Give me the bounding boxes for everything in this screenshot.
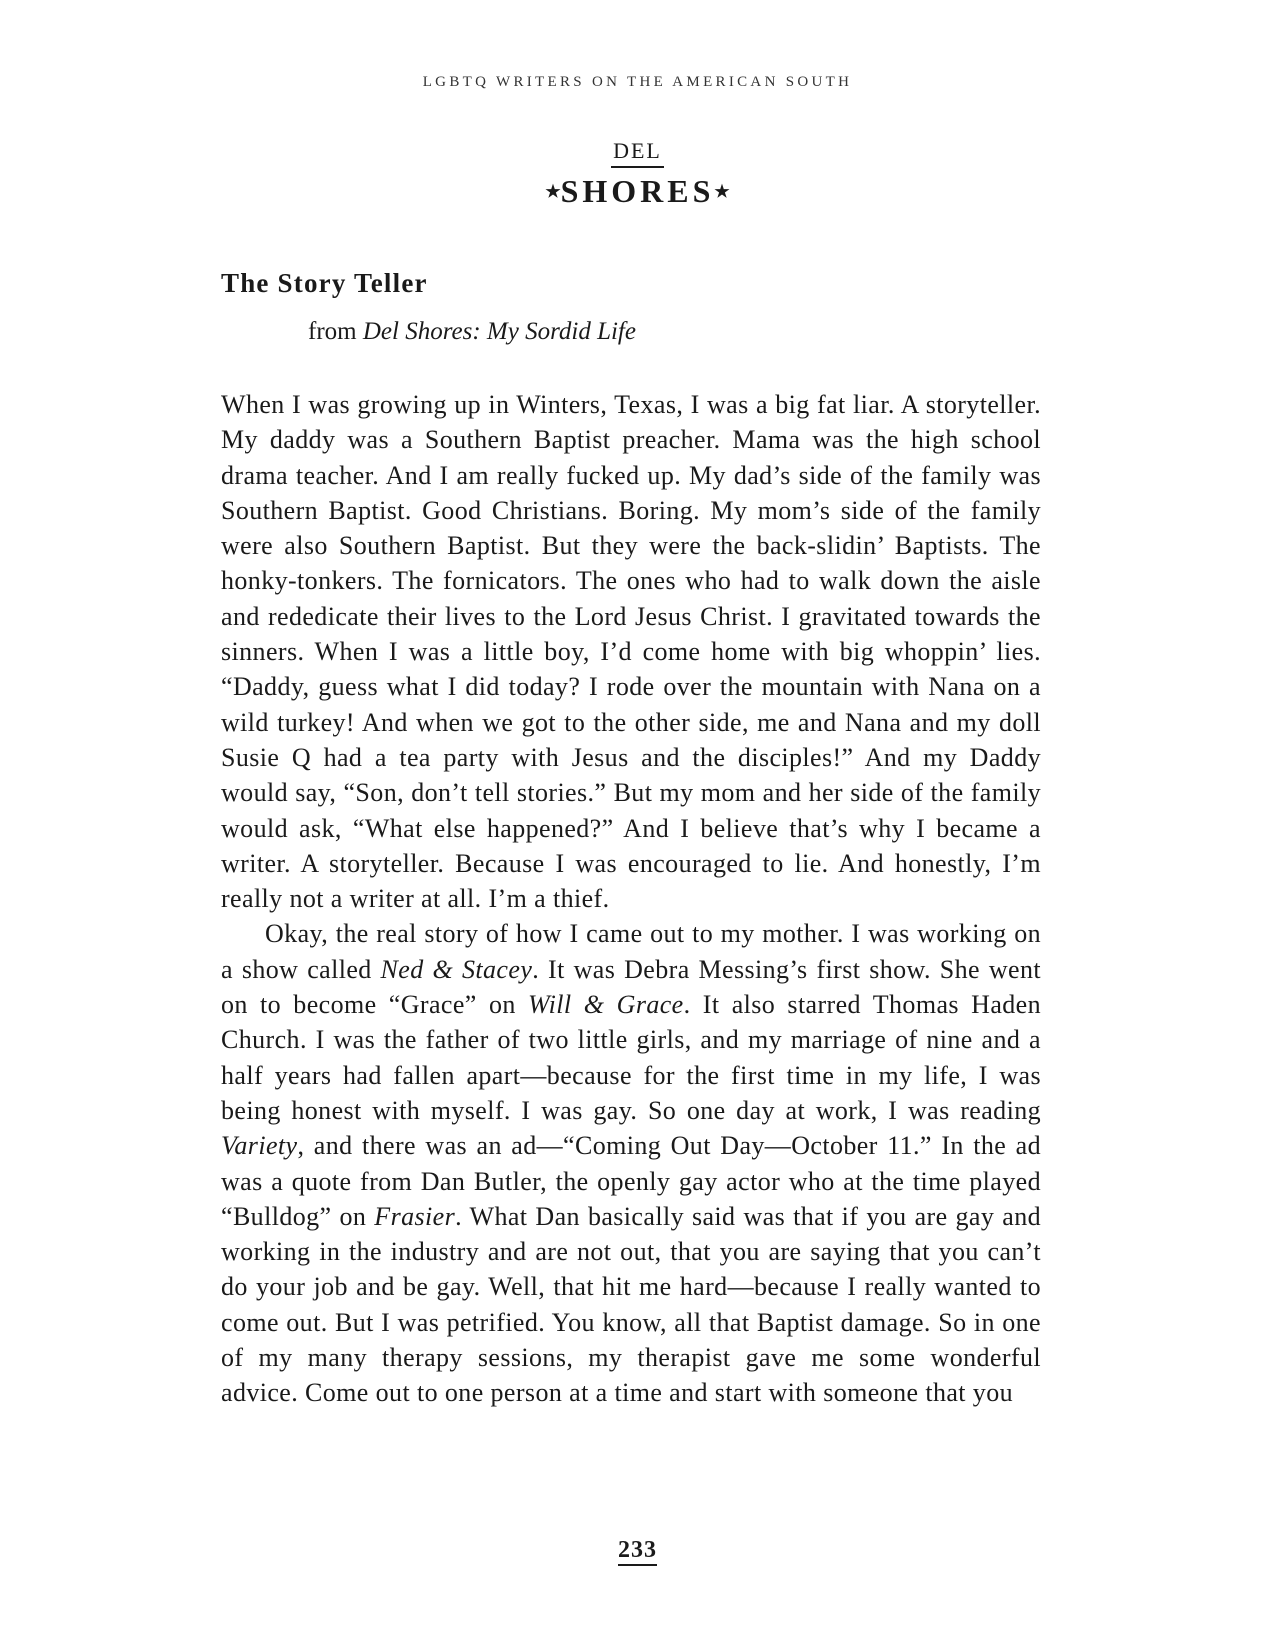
source-book-title: Del Shores: My Sordid Life xyxy=(362,318,636,345)
author-first-name: DEL xyxy=(611,138,664,168)
text-run: Okay, the real story of how I came out to my mother. I was working on a show called xyxy=(221,919,1041,984)
text-run: . What Dan basically said was that if you are gay and working in the industry and are not out, that you are saying that you can’t do your job and be gay. Well, that hit me hard—because I really wanted to come out. But I was petrified. You know, all that Baptist damage. So in one of my many therapy sessions, my therapist gave me some wonderful advice. Come out to one person at a time and start with someone that you xyxy=(221,1201,1041,1408)
italic-title-will-grace: Will & Grace xyxy=(528,990,684,1020)
source-line xyxy=(308,318,636,346)
star-right-icon: ★ xyxy=(714,182,730,201)
text-run: . It was Debra Messing’s first show. She went on to become “Grace” on xyxy=(221,954,1042,1020)
italic-title-frasier: Frasier xyxy=(374,1201,456,1231)
author-last-name: SHORES xyxy=(560,173,715,209)
paragraph-1: When I was growing up in Winters, Texas, I was a big fat liar. A storyteller. My daddy was a Southern Baptist preacher. Mama was the high school drama teacher. And I am really fucked up. My dad’s side of the family was Southern Baptist. Good Christians. Boring. My mom’s side of the family were also Southern Baptist. But they were the back-slidin’ Baptists. The honky-tonkers. The fornicators. The ones who had to walk down the aisle and rededicate their lives to the Lord Jesus Christ. I gravitated towards the sinners. When I was a little boy, I’d come home with big whoppin’ lies. “Daddy, guess what I did today? I rode over the mountain with Nana on a wild turkey! And when we got to the other side, me and Nana and my doll Susie Q had a tea party with Jesus and the disciples!” And my Daddy would say, “Son, don’t tell stories.” But my mom and her side of the family would ask, “What else happened?” And I believe that’s why I became a writer. A storyteller. Because I was encouraged to lie. And honestly, I’m really not a writer at all. I’m a thief. xyxy=(221,390,1041,914)
running-head: LGBTQ WRITERS ON THE AMERICAN SOUTH xyxy=(422,74,853,90)
source-prefix: from xyxy=(308,318,363,345)
star-left-icon: ★ xyxy=(545,182,561,201)
text-run: . It also starred Thomas Haden Church. I was the father of two little girls, and my marriage of nine and a half years had fallen apart—because for the first time in my life, I was being honest with myself. I was gay. So one day at work, I was reading xyxy=(221,990,1041,1125)
body-text xyxy=(221,387,1041,1411)
piece-title: The Story Teller xyxy=(221,268,428,298)
italic-title-variety: Variety xyxy=(221,1131,298,1161)
author-last-name-row xyxy=(0,172,1275,211)
page-number: 233 xyxy=(618,1537,657,1566)
author-heading xyxy=(0,138,1275,211)
paragraph-2 xyxy=(221,916,1041,1410)
page-number-block xyxy=(0,1537,1275,1566)
text-run: , and there was an ad—“Coming Out Day—October 11.” In the ad was a quote from Dan Butler, the openly gay actor who at the time played “Bulldog” on xyxy=(221,1131,1041,1231)
italic-title-ned-stacey: Ned & Stacey xyxy=(380,954,533,984)
